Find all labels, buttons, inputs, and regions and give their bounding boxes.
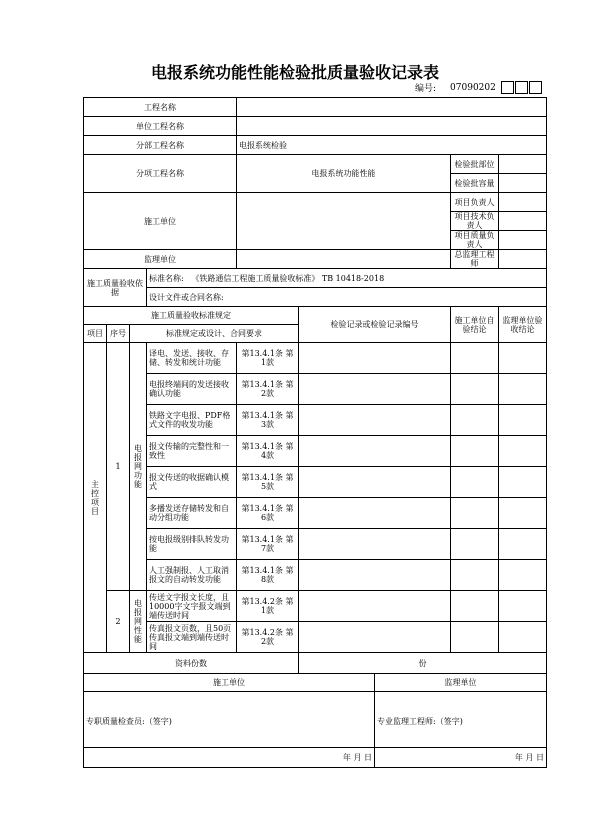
label-chief-engineer: 总监理工程师: [451, 250, 499, 269]
code-box-1[interactable]: [501, 81, 514, 94]
supervise-cell[interactable]: [499, 467, 547, 498]
construct-cell[interactable]: [451, 343, 499, 374]
footer-construction-unit: 施工单位: [84, 674, 375, 692]
inspection-record-table: [83, 97, 547, 768]
record-cell[interactable]: [299, 560, 451, 591]
supervise-cell[interactable]: [499, 498, 547, 529]
construct-cell[interactable]: [451, 374, 499, 405]
req-text: 多播发送存储转发和自动分组功能: [147, 498, 237, 529]
construct-cell[interactable]: [451, 467, 499, 498]
supervise-cell[interactable]: [499, 405, 547, 436]
col-requirement: 标准规定或设计、合同要求: [130, 325, 299, 343]
label-quality-leader: 项目质量负责人: [451, 231, 499, 250]
supervise-cell[interactable]: [499, 343, 547, 374]
standard-label: 标准名称:: [149, 273, 184, 283]
value-quality-leader[interactable]: [499, 231, 547, 250]
label-project-name: 工程名称: [84, 98, 237, 117]
label-division-project: 分部工程名称: [84, 136, 237, 155]
record-cell[interactable]: [299, 405, 451, 436]
code-label: 编号:: [415, 84, 437, 94]
construct-cell[interactable]: [451, 591, 499, 622]
value-inspect-location[interactable]: [499, 155, 547, 174]
label-inspect-location: 检验批部位: [451, 155, 499, 174]
label-acceptance-basis: 施工质量验收依据: [84, 269, 147, 307]
record-cell[interactable]: [299, 374, 451, 405]
req-clause: 第13.4.1条 第8款: [237, 560, 299, 591]
value-division-project: 电报系统检验: [237, 136, 547, 155]
req-clause: 第13.4.1条 第2款: [237, 374, 299, 405]
record-number: [415, 81, 542, 94]
group-name-1-label: 电 报 网 功 能: [134, 444, 142, 489]
group-name-2: [130, 591, 147, 653]
value-subdivision-project: 电报系统功能性能: [237, 155, 451, 193]
col-seq: 序号: [107, 325, 130, 343]
record-title: 检验记录或检验记录编号: [299, 307, 451, 343]
req-text: 电报终端间的发送接收确认功能: [147, 374, 237, 405]
record-cell[interactable]: [299, 343, 451, 374]
standard-name: [147, 269, 547, 288]
value-tech-leader[interactable]: [499, 212, 547, 231]
req-text: 传送文字报文长度，且10000字文字报文端到端传送时间: [147, 591, 237, 622]
main-category: [84, 343, 107, 653]
spec-title: 施工质量验收标准规定: [84, 307, 299, 325]
engineer-sign[interactable]: 专业监理工程师:（签字): [375, 692, 547, 748]
code-box-3[interactable]: [529, 81, 542, 94]
value-chief-engineer[interactable]: [499, 250, 547, 269]
label-construction-unit: 施工单位: [84, 193, 237, 250]
req-clause: 第13.4.2条 第2款: [237, 622, 299, 653]
col-item: 项目: [84, 325, 107, 343]
value-unit-project[interactable]: [237, 117, 547, 136]
req-text: 人工强制报、人工取消报文的自动转发功能: [147, 560, 237, 591]
value-project-name[interactable]: [237, 98, 547, 117]
record-cell[interactable]: [299, 591, 451, 622]
inspector-date: 年 月 日: [84, 748, 375, 768]
inspector-sign[interactable]: 专职质量检查员:（签字): [84, 692, 375, 748]
label-tech-leader: 项目技术负责人: [451, 212, 499, 231]
docs-count-label: 资料份数: [84, 653, 299, 674]
code-number: 07090202: [450, 82, 496, 93]
construct-cell[interactable]: [451, 622, 499, 653]
construct-cell[interactable]: [451, 436, 499, 467]
supervise-cell[interactable]: [499, 622, 547, 653]
label-supervision-unit: 监理单位: [84, 250, 237, 269]
standard-value: 《铁路通信工程施工质量验收标准》 TB 10418-2018: [191, 273, 385, 283]
req-text: 报文传送的收据确认模式: [147, 467, 237, 498]
value-construction-unit[interactable]: [237, 193, 451, 250]
req-clause: 第13.4.1条 第3款: [237, 405, 299, 436]
record-cell[interactable]: [299, 529, 451, 560]
construct-conclusion-header: 施工单位自验结论: [451, 307, 499, 343]
req-text: 铁路文字电报、PDF格式文件的收发功能: [147, 405, 237, 436]
group-name-2-label: 电 报 网 性 能: [134, 599, 142, 644]
main-category-label: 主 控 项 目: [91, 479, 99, 516]
construct-cell[interactable]: [451, 498, 499, 529]
group-seq-1: 1: [107, 343, 130, 591]
supervise-cell[interactable]: [499, 529, 547, 560]
code-box-2[interactable]: [515, 81, 528, 94]
req-clause: 第13.4.1条 第4款: [237, 436, 299, 467]
supervise-conclusion-header: 监理单位验收结论: [499, 307, 547, 343]
label-inspect-capacity: 检验批容量: [451, 174, 499, 193]
supervise-cell[interactable]: [499, 560, 547, 591]
supervise-cell[interactable]: [499, 436, 547, 467]
supervise-cell[interactable]: [499, 591, 547, 622]
req-text: 报文传输的完整性和一致性: [147, 436, 237, 467]
docs-count-unit: 份: [299, 653, 547, 674]
footer-supervision-unit: 监理单位: [375, 674, 547, 692]
label-subdivision-project: 分项工程名称: [84, 155, 237, 193]
label-unit-project: 单位工程名称: [84, 117, 237, 136]
construct-cell[interactable]: [451, 529, 499, 560]
value-project-leader[interactable]: [499, 193, 547, 212]
construct-cell[interactable]: [451, 405, 499, 436]
group-seq-2: 2: [107, 591, 130, 653]
value-supervision-unit[interactable]: [237, 250, 451, 269]
req-clause: 第13.4.2条 第1款: [237, 591, 299, 622]
record-cell[interactable]: [299, 498, 451, 529]
req-text: 按电报级别排队转发功能: [147, 529, 237, 560]
req-clause: 第13.4.1条 第6款: [237, 498, 299, 529]
design-docs: 设计文件或合同名称:: [147, 288, 547, 307]
req-text: 传真报文页数，且50页传真报文端到端传送时间: [147, 622, 237, 653]
group-name-1: [130, 343, 147, 591]
req-clause: 第13.4.1条 第5款: [237, 467, 299, 498]
record-cell[interactable]: [299, 467, 451, 498]
page-title: 电报系统功能性能检验批质量验收记录表: [150, 63, 439, 82]
req-text: 译电、发送、接收、存储、转发和统计功能: [147, 343, 237, 374]
label-project-leader: 项目负责人: [451, 193, 499, 212]
req-clause: 第13.4.1条 第7款: [237, 529, 299, 560]
engineer-date: 年 月 日: [375, 748, 547, 768]
record-cell[interactable]: [299, 436, 451, 467]
req-clause: 第13.4.1条 第1款: [237, 343, 299, 374]
construct-cell[interactable]: [451, 560, 499, 591]
record-cell[interactable]: [299, 622, 451, 653]
supervise-cell[interactable]: [499, 374, 547, 405]
value-inspect-capacity[interactable]: [499, 174, 547, 193]
